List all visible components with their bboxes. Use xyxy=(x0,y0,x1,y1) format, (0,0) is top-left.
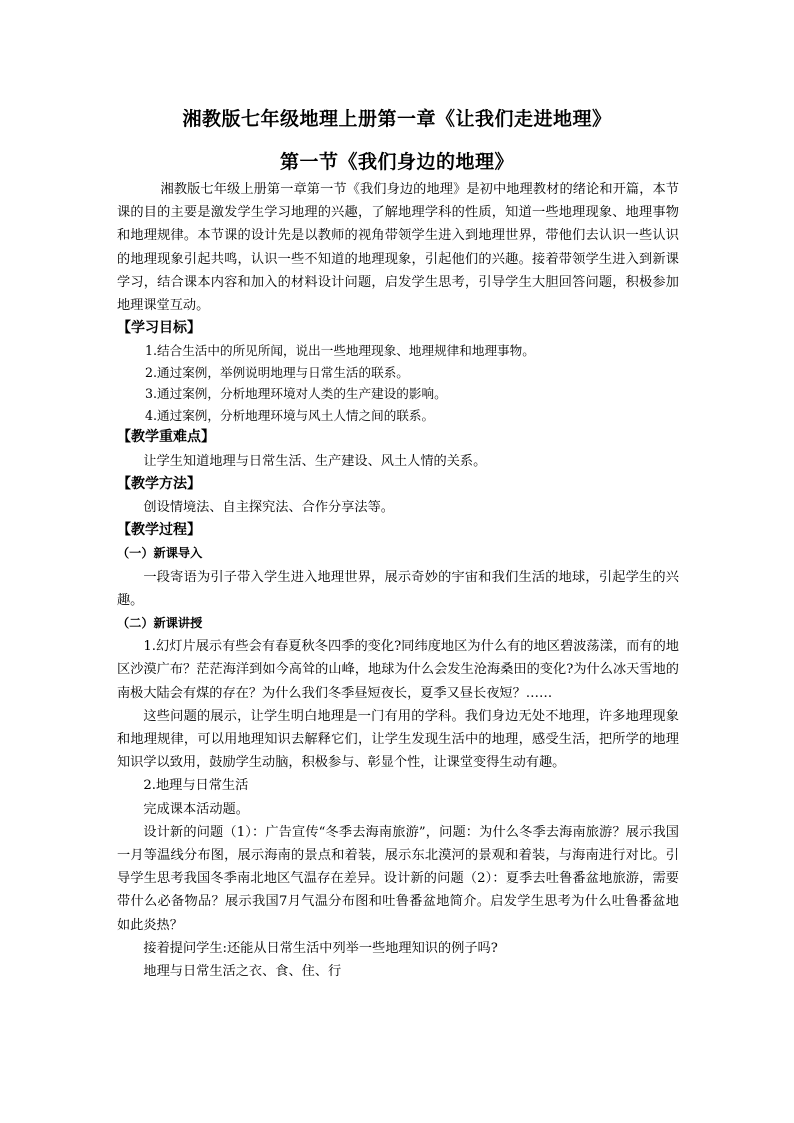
lesson-subsection-title: 2.地理与日常生活 xyxy=(143,778,249,794)
document-body xyxy=(117,178,679,983)
methods-text: 创设情境法、自主探究法、合作分享法等。 xyxy=(143,500,394,516)
objective-item: 2.通过案例，举例说明地理与日常生活的联系。 xyxy=(145,364,409,380)
lesson-paragraph: 这些问题的展示，让学生明白地理是一门有用的学科。我们身边无处不地理，许多地理现象和地理规律，可以用地理知识去解释它们，让学生发现生活中的地理，感受生活，把所学的地理知识学以致用，鼓励学生动脑，积极参与、彰显个性，让课堂变得生动有趣。 xyxy=(117,708,679,771)
intro-lesson-heading: （一）新课导入 xyxy=(117,546,203,561)
lesson-paragraph: 地理与日常生活之衣、食、住、行 xyxy=(143,964,342,980)
objective-item: 3.通过案例，分析地理环境对人类的生产建设的影响。 xyxy=(145,386,447,402)
objective-item: 1.结合生活中的所见所闻，说出一些地理现象、地理规律和地理事物。 xyxy=(145,343,535,359)
lesson-paragraph: 接着提问学生:还能从日常生活中列举一些地理知识的例子吗? xyxy=(143,940,498,956)
lesson-paragraph: 1.幻灯片展示有些会有春夏秋冬四季的变化?同纬度地区为什么有的地区碧波荡漾，而有的地区沙漠广布？茫茫海洋到如今高耸的山峰，地球为什么会发生沧海桑田的变化?为什么冰天雪地的南极大陆会有煤的存在？为什么我们冬季昼短夜长，夏季又昼长夜短？…… xyxy=(117,639,679,701)
lesson-paragraph: 完成课本活动题。 xyxy=(143,801,249,817)
key-points-heading: 【教学重难点】 xyxy=(117,429,215,446)
process-heading: 【教学过程】 xyxy=(117,522,201,539)
objective-item: 4.通过案例，分析地理环境与风土人情之间的联系。 xyxy=(145,407,435,423)
intro-lesson-text: 一段寄语为引子带入学生进入地理世界，展示奇妙的宇宙和我们生活的地球，引起学生的兴趣。 xyxy=(117,569,679,608)
methods-heading: 【教学方法】 xyxy=(117,475,201,492)
section-title: 第一节《我们身边的地理》 xyxy=(279,151,514,173)
objectives-list xyxy=(117,340,679,426)
intro-paragraph: 湘教版七年级上册第一章第一节《我们身边的地理》是初中地理教材的绪论和开篇，本节课的目的主要是激发学生学习地理的兴趣，了解地理学科的性质，知道一些地理现象、地理事物和地理规律。本节课的设计先是以教师的视角带领学生进入到地理世界，带他们去认识一些认识的地理现象引起共鸣，认识一些不知道的地理现象，引起他们的兴趣。接着带领学生进入到新课学习，结合课本内容和加入的材料设计问题，启发学生思考，引导学生大胆回答问题，积极参加地理课堂互动。 xyxy=(117,182,679,314)
lesson-paragraph: 设计新的问题（1）：广告宣传“冬季去海南旅游”，问题：为什么冬季去海南旅游？展示我国一月等温线分布图，展示海南的景点和着装，展示东北漠河的景观和着装，与海南进行对比。引导学生思考我国冬季南北地区气温存在差异。设计新的问题（2）：夏季去吐鲁番盆地旅游，需要带什么必备物品？展示我国7月气温分布图和吐鲁番盆地简介。启发学生思考为什么吐鲁番盆地如此炎热？ xyxy=(117,824,679,933)
key-points-text: 让学生知道地理与日常生活、生产建设、风土人情的关系。 xyxy=(143,453,487,469)
new-lesson-heading: （二）新课讲授 xyxy=(117,616,203,631)
document-title: 湘教版七年级地理上册第一章《让我们走进地理》 xyxy=(182,108,612,130)
objectives-heading: 【学习目标】 xyxy=(117,320,201,337)
